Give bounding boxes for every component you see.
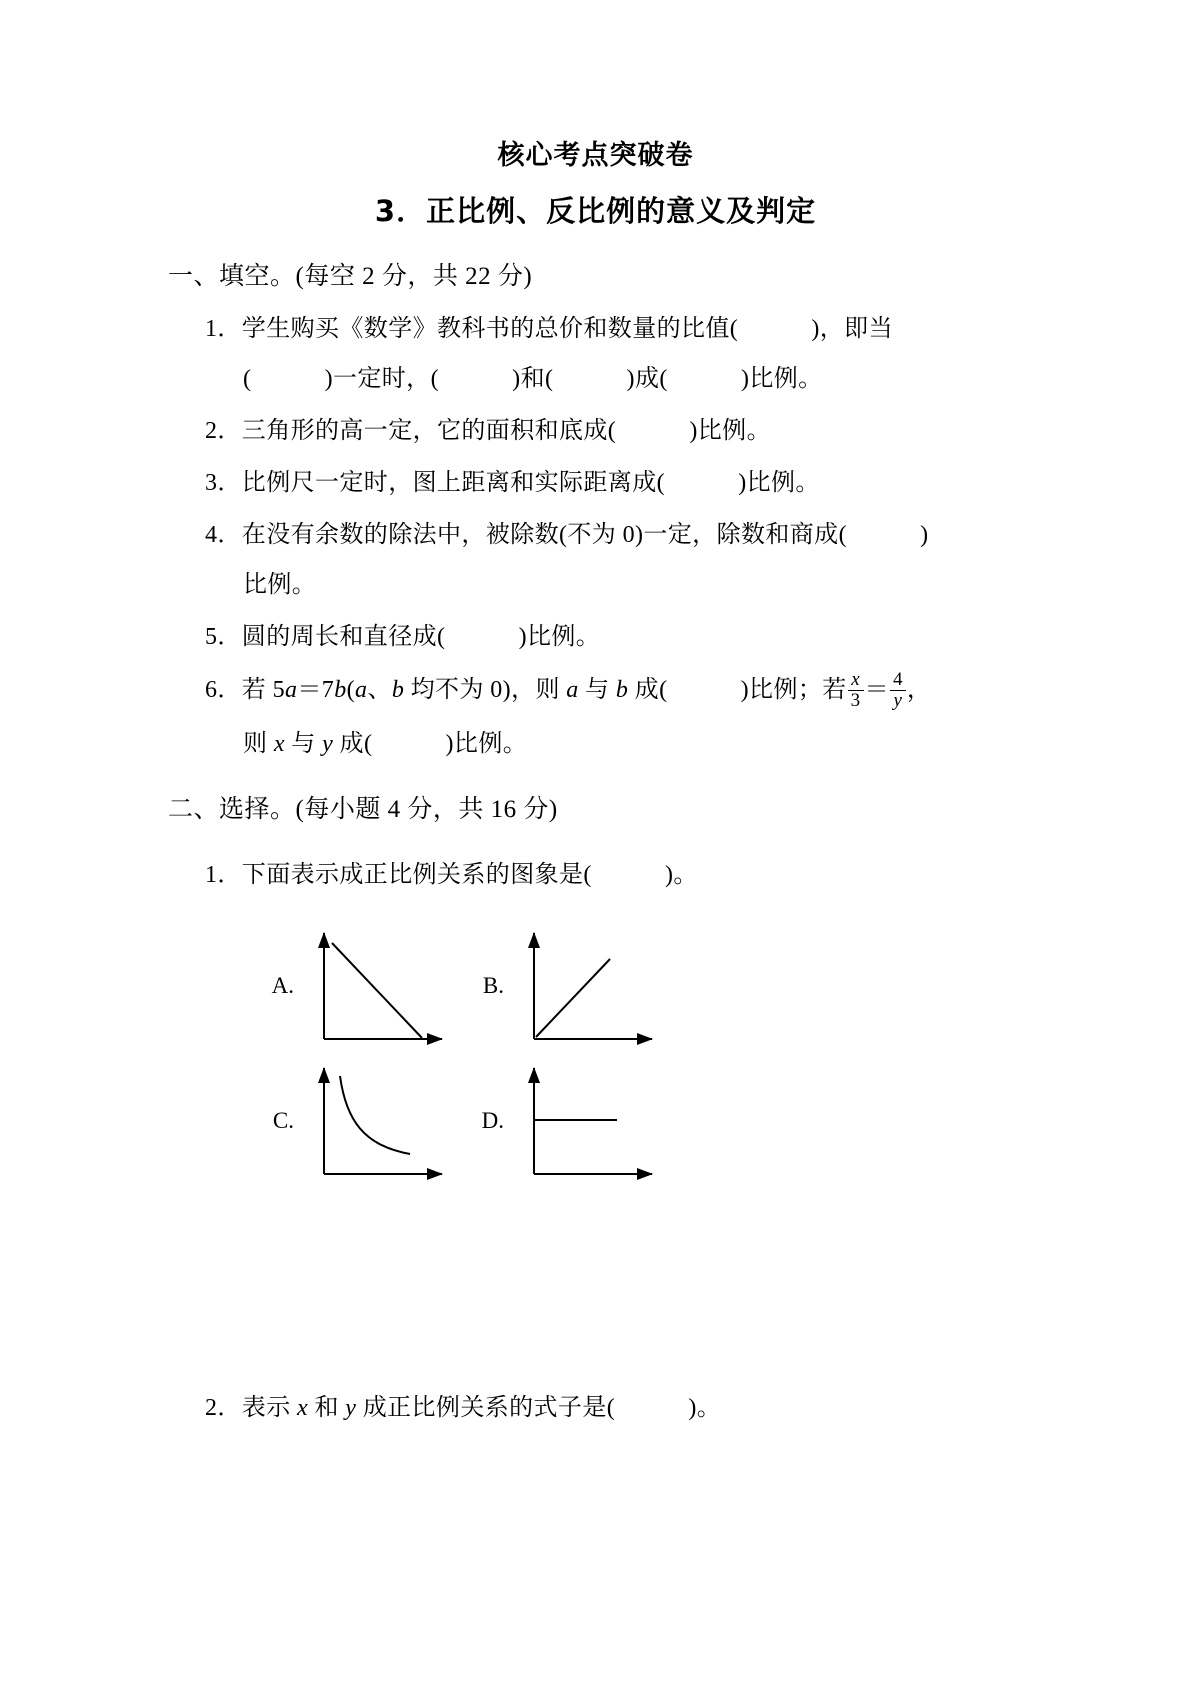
question-1-1-line1: 1．学生购买《数学》教科书的总价和数量的比值( )，即当 — [205, 316, 893, 343]
fraction-numerator-x: x — [851, 669, 861, 691]
question-1-5 — [205, 619, 1191, 655]
fraction-x-over-3 — [848, 670, 864, 711]
fraction-denominator-y: y — [890, 690, 906, 711]
fraction-4-over-y — [890, 670, 906, 711]
question-1-1-line2: ( )一定时，( )和( )成( )比例。 — [243, 366, 823, 393]
graph-options-row-bottom — [250, 1054, 670, 1189]
question-1-6 — [205, 671, 1191, 712]
section-heading-choice: 二、选择。(每小题 4 分，共 16 分) — [168, 796, 558, 824]
question-2-2-var-x: x — [297, 1395, 309, 1421]
q6-trailing-comma: ， — [906, 677, 932, 704]
question-1-2-line1: 2．三角形的高一定，它的面积和底成( )比例。 — [205, 418, 771, 445]
graph-option-b[interactable] — [460, 919, 670, 1054]
question-2-1 — [205, 857, 1191, 893]
question-2-2-suffix: 成正比例关系的式子是( )。 — [356, 1395, 722, 1421]
question-2-1-line1: 1．下面表示成正比例关系的图象是( )。 — [205, 861, 698, 888]
decreasing-line-graph-icon — [302, 919, 452, 1054]
horizontal-line-graph-icon — [512, 1054, 662, 1189]
q6-line2-prefix: 则 — [243, 731, 274, 758]
section-heading-fill-in: 一、填空。(每空 2 分，共 22 分) — [168, 263, 533, 291]
q6-line2-with: 与 — [284, 731, 323, 758]
q6-var-a-2: a — [355, 677, 368, 704]
q6-var-a-3: a — [566, 677, 579, 704]
increasing-line-graph-icon — [512, 919, 662, 1054]
question-1-2 — [205, 413, 1191, 449]
question-1-1-line2-wrap — [243, 361, 1191, 397]
q6-var-b-3: b — [615, 677, 629, 704]
question-1-4-line2-wrap — [243, 567, 1191, 603]
q6-var-b-2: b — [391, 677, 405, 704]
question-1-3-line1: 3．比例尺一定时，图上距离和实际距离成( )比例。 — [205, 470, 820, 497]
graph-options-row-top — [250, 919, 670, 1054]
graph-option-a-label: A. — [271, 973, 294, 999]
q6-line2-var-x: x — [273, 731, 285, 758]
q6-var-b-1: b — [334, 677, 347, 704]
question-1-1 — [205, 311, 1191, 347]
graph-options-group — [250, 919, 670, 1189]
question-2-2 — [205, 1390, 721, 1426]
question-2-2-prefix: 2．表示 — [205, 1395, 297, 1421]
q6-var-a-1: a — [285, 677, 298, 704]
q6-line2-var-y: y — [322, 731, 334, 758]
question-1-6-line2-wrap — [243, 726, 1191, 762]
question-2-2-mid: 和 — [308, 1395, 346, 1421]
graph-option-a[interactable] — [250, 919, 460, 1054]
question-1-4 — [205, 517, 1191, 553]
graph-option-d[interactable] — [460, 1054, 670, 1189]
q6-condition: 均不为 0)，则 — [404, 677, 567, 704]
question-1-4-line1: 4．在没有余数的除法中，被除数(不为 0)一定，除数和商成( ) — [205, 522, 929, 549]
page-subtitle: 3．正比例、反比例的意义及判定 — [374, 194, 817, 229]
graph-option-c[interactable] — [250, 1054, 460, 1189]
q6-line2-suffix: 成( )比例。 — [333, 731, 528, 758]
question-1-4-line2: 比例。 — [243, 572, 317, 599]
q6-enumeration-comma: 、 — [367, 677, 392, 704]
fraction-numerator-4: 4 — [892, 669, 903, 691]
question-2-2-var-y: y — [345, 1395, 357, 1421]
hyperbola-curve-graph-icon — [302, 1054, 452, 1189]
graph-option-c-label: C. — [272, 1108, 294, 1134]
graph-option-b-label: B. — [482, 973, 504, 999]
graph-option-d-label: D. — [481, 1108, 504, 1134]
question-1-5-line1: 5．圆的周长和直径成( )比例。 — [205, 624, 601, 651]
q6-proportion-blank: 成( )比例；若 — [628, 677, 847, 704]
question-1-3 — [205, 465, 1191, 501]
fraction-equals: ＝ — [864, 677, 889, 704]
q6-prefix: 6．若 5 — [205, 677, 285, 704]
fraction-denominator-3: 3 — [848, 690, 864, 711]
q6-equals: ＝7 — [297, 677, 335, 704]
q6-open-paren: ( — [346, 677, 356, 704]
page-title: 核心考点突破卷 — [497, 140, 694, 171]
q6-with-1: 与 — [578, 677, 616, 704]
